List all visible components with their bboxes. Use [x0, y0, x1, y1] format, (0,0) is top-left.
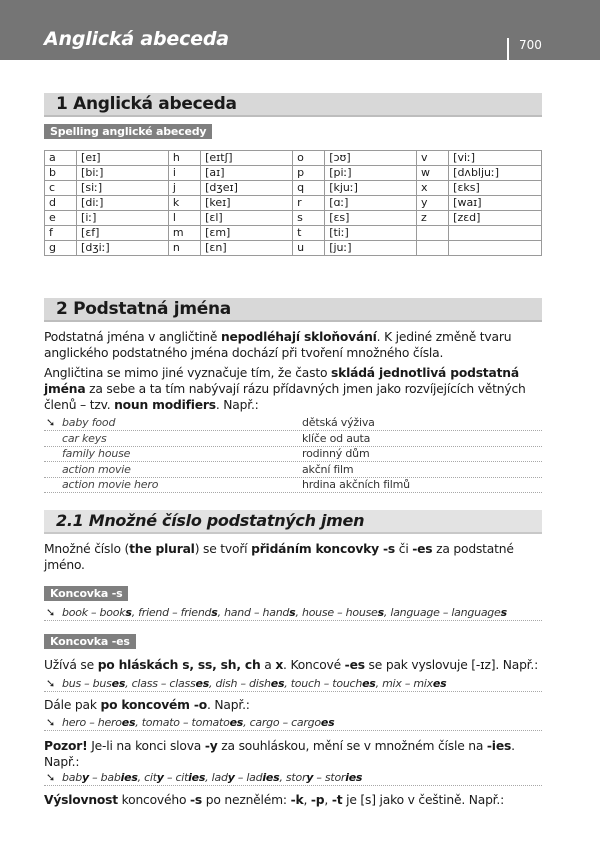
alphabet-pronunciation: [ɛl] [201, 211, 293, 226]
example-english: baby food [62, 416, 116, 429]
alphabet-letter: i [168, 166, 200, 181]
alphabet-letter: g [45, 241, 77, 256]
alphabet-letter: c [45, 181, 77, 196]
alphabet-row [45, 241, 542, 256]
example-czech: hrdina akčních filmů [302, 478, 410, 491]
examples-ending-s: ➘ book – books, friend – friends, hand – hands, house – houses, language – languages [44, 605, 542, 621]
arrow-icon: ➘ [46, 677, 55, 690]
alphabet-pronunciation: [juː] [325, 241, 417, 256]
alphabet-table [44, 150, 542, 256]
alphabet-letter: b [45, 166, 77, 181]
alphabet-row [45, 181, 542, 196]
alphabet-pronunciation: [iː] [77, 211, 169, 226]
example-czech: rodinný dům [302, 447, 370, 460]
alphabet-pronunciation [449, 226, 542, 241]
examples-ending-o: ➘ hero – heroes, tomato – tomatoes, cargo – cargoes [44, 715, 542, 731]
alphabet-letter: l [168, 211, 200, 226]
alphabet-letter: s [293, 211, 325, 226]
paragraph-es-sibilants: Užívá se po hláskách s, ss, sh, ch a x. Koncové -es se pak vyslovuje [-ɪz]. Např.: [44, 658, 539, 672]
alphabet-row [45, 151, 542, 166]
paragraph-noun-modifiers: Angličtina se mimo jiné vyznačuje tím, že často skládá jednotlivá podstatná jména za sebe a ta tím nabývají rázu přídavných jmen jako rozvíjejících větných členů – tzv. noun modifiers. Např.: [44, 366, 526, 412]
alphabet-pronunciation: [ɛn] [201, 241, 293, 256]
section-heading-2-text: 2 Podstatná jména [56, 299, 231, 319]
paragraph-ies: Pozor! Je-li na konci slova -y za souhláskou, mění se v množném čísle na -ies. Např.: [44, 739, 515, 769]
arrow-icon: ➘ [46, 716, 55, 729]
alphabet-letter: k [168, 196, 200, 211]
alphabet-letter [417, 241, 449, 256]
chapter-header-bar [0, 0, 600, 60]
example-czech: akční film [302, 462, 354, 476]
alphabet-letter: q [293, 181, 325, 196]
alphabet-pronunciation: [piː] [325, 166, 417, 181]
alphabet-letter: m [168, 226, 200, 241]
alphabet-pronunciation: [eɪ] [77, 151, 169, 166]
alphabet-letter: j [168, 181, 200, 196]
alphabet-pronunciation: [eɪtʃ] [201, 151, 293, 166]
alphabet-letter: y [417, 196, 449, 211]
header-divider [507, 38, 509, 60]
alphabet-pronunciation: [tiː] [325, 226, 417, 241]
alphabet-pronunciation: [ɛf] [77, 226, 169, 241]
alphabet-pronunciation: [biː] [77, 166, 169, 181]
alphabet-pronunciation: [aɪ] [201, 166, 293, 181]
page-number: 700 [519, 38, 542, 52]
alphabet-letter [417, 226, 449, 241]
arrow-icon: ➘ [46, 416, 56, 429]
example-row [44, 431, 542, 447]
alphabet-letter: r [293, 196, 325, 211]
alphabet-letter: v [417, 151, 449, 166]
alphabet-pronunciation: [ɑː] [325, 196, 417, 211]
section-heading-2 [44, 298, 542, 322]
section-heading-1-text: 1 Anglická abeceda [56, 94, 237, 114]
alphabet-row [45, 166, 542, 181]
alphabet-pronunciation: [waɪ] [449, 196, 542, 211]
alphabet-letter: u [293, 241, 325, 256]
alphabet-pronunciation: [kjuː] [325, 181, 417, 196]
arrow-icon: ➘ [46, 771, 55, 784]
chapter-title: Anglická abeceda [44, 28, 229, 50]
example-english: action movie hero [62, 478, 159, 491]
alphabet-pronunciation: [keɪ] [201, 196, 293, 211]
alphabet-pronunciation: [dʌbljuː] [449, 166, 542, 181]
alphabet-letter: z [417, 211, 449, 226]
alphabet-pronunciation: [viː] [449, 151, 542, 166]
alphabet-pronunciation: [ɛs] [325, 211, 417, 226]
section-heading-2-1-text: 2.1 Množné číslo podstatných jmen [56, 511, 365, 530]
alphabet-pronunciation: [dʒeɪ] [201, 181, 293, 196]
paragraph-plural: Množné číslo (the plural) se tvoří přidáním koncovky -s či -es za podstatné jméno. [44, 542, 514, 572]
alphabet-letter: x [417, 181, 449, 196]
alphabet-letter: w [417, 166, 449, 181]
alphabet-letter: a [45, 151, 77, 166]
alphabet-letter: p [293, 166, 325, 181]
alphabet-pronunciation [449, 241, 542, 256]
alphabet-pronunciation: [siː] [77, 181, 169, 196]
alphabet-letter: o [293, 151, 325, 166]
alphabet-pronunciation: [ɛm] [201, 226, 293, 241]
arrow-icon: ➘ [46, 606, 55, 619]
alphabet-row [45, 211, 542, 226]
alphabet-letter: h [168, 151, 200, 166]
example-row [44, 462, 542, 478]
tag-ending-es: Koncovka -es [44, 634, 136, 649]
alphabet-letter: n [168, 241, 200, 256]
alphabet-row [45, 226, 542, 241]
paragraph-es-o: Dále pak po koncovém -o. Např.: [44, 698, 250, 712]
tag-ending-s: Koncovka -s [44, 586, 128, 601]
alphabet-letter: t [293, 226, 325, 241]
alphabet-pronunciation: [ɔʊ] [325, 151, 417, 166]
examples-ending-ies: ➘ baby – babies, city – cities, lady – ladies, story – stories [44, 770, 542, 786]
alphabet-row [45, 196, 542, 211]
paragraph-pronunciation: Výslovnost koncového -s po neznělém: -k, -p, -t je [s] jako v češtině. Např.: [44, 793, 505, 807]
example-czech: klíče od auta [302, 431, 371, 445]
example-row [44, 446, 542, 462]
alphabet-letter: e [45, 211, 77, 226]
alphabet-pronunciation: [dʒiː] [77, 241, 169, 256]
section-heading-2-1 [44, 510, 542, 534]
alphabet-tag: Spelling anglické abecedy [44, 124, 212, 139]
examples-ending-es: ➘ bus – buses, class – classes, dish – dishes, touch – touches, mix – mixes [44, 676, 542, 692]
section-heading-1 [44, 93, 542, 117]
example-english: car keys [62, 431, 107, 445]
example-row [44, 477, 542, 493]
example-english: action movie [62, 462, 131, 476]
example-czech: dětská výživa [302, 416, 375, 429]
alphabet-pronunciation: [zɛd] [449, 211, 542, 226]
alphabet-letter: d [45, 196, 77, 211]
paragraph-declension: Podstatná jména v angličtině nepodléhají skloňování. K jediné změně tvaru anglického podstatného jména dochází při tvoření množného čísla. [44, 330, 512, 360]
example-english: family house [62, 447, 131, 460]
alphabet-pronunciation: [diː] [77, 196, 169, 211]
alphabet-letter: f [45, 226, 77, 241]
alphabet-pronunciation: [ɛks] [449, 181, 542, 196]
example-row [44, 415, 542, 431]
